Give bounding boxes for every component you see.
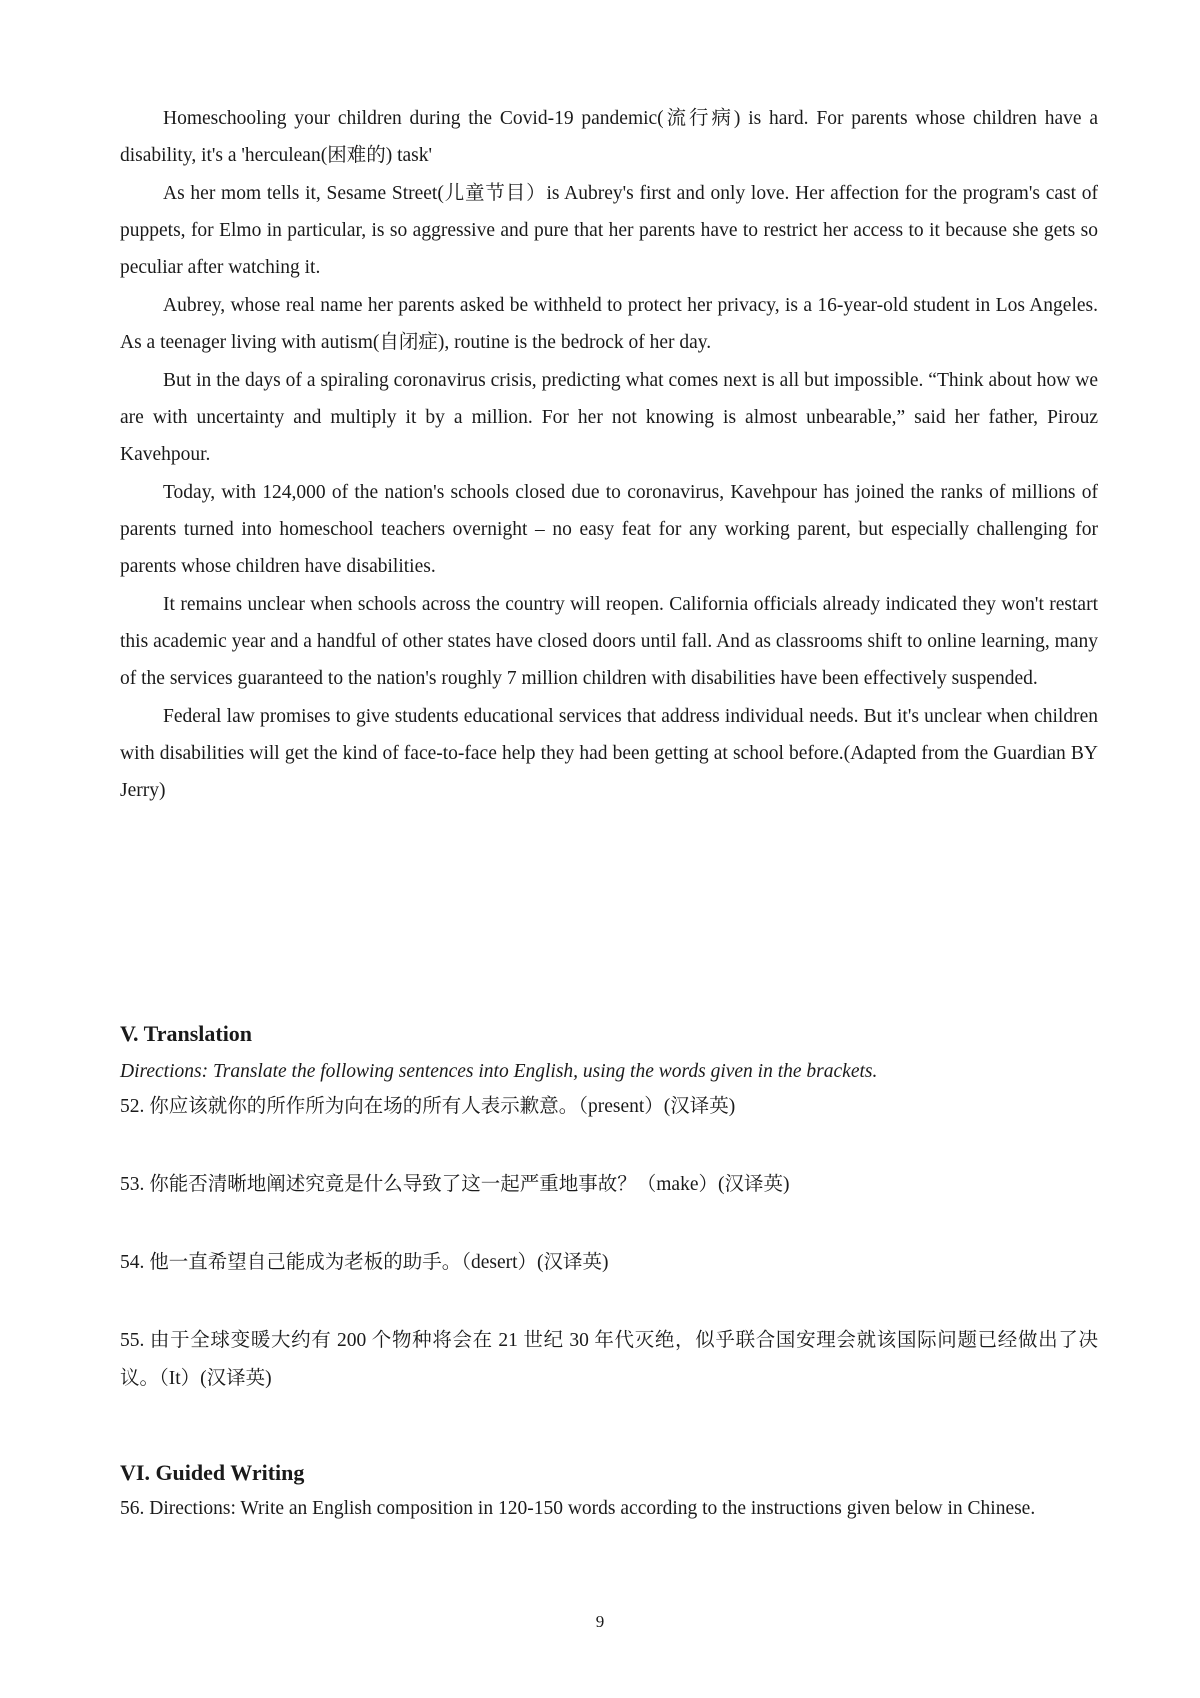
passage-paragraph-7: Federal law promises to give students educational services that address individual needs. But it's unclear when children with disabilities will get the kind of face-to-face help they had been getting at school before.(Adapted from the Guardian BY Jerry) — [120, 706, 1098, 801]
translation-section — [120, 1018, 1098, 1398]
question-55: 55. 由于全球变暖大约有 200 个物种将会在 21 世纪 30 年代灭绝，似乎联合国安理会就该国际问题已经做出了决议。（It）(汉译英) — [120, 1330, 1098, 1389]
passage-paragraph-6: It remains unclear when schools across the country will reopen. California officials already indicated they won't restart this academic year and a handful of other states have closed doors until fall. And as classrooms shift to online learning, many of the services guaranteed to the nation's roughly 7 million children with disabilities have been effectively suspended. — [120, 594, 1098, 689]
reading-passage — [120, 100, 1098, 810]
guided-writing-directions: 56. Directions: Write an English composition in 120-150 words according to the instructions given below in Chinese. — [120, 1498, 1036, 1519]
translation-heading: V. Translation — [120, 1021, 253, 1046]
passage-paragraph-5: Today, with 124,000 of the nation's schools closed due to coronavirus, Kavehpour has joined the ranks of millions of parents turned into homeschool teachers overnight – no easy feat for any working parent, but especially challenging for parents whose children have disabilities. — [120, 482, 1098, 577]
question-54: 54. 他一直希望自己能成为老板的助手。（desert）(汉译英) — [120, 1252, 609, 1273]
guided-writing-section — [120, 1457, 1098, 1525]
question-53: 53. 你能否清晰地阐述究竟是什么导致了这一起严重地事故？（make）(汉译英) — [120, 1174, 790, 1195]
question-52: 52. 你应该就你的所作所为向在场的所有人表示歉意。（present）(汉译英) — [120, 1096, 736, 1117]
translation-directions: Directions: Translate the following sentences into English, using the words given in the brackets. — [120, 1061, 878, 1082]
page-number: 9 — [595, 1612, 605, 1631]
passage-paragraph-4: But in the days of a spiraling coronavirus crisis, predicting what comes next is all but impossible. “Think about how we are with uncertainty and multiply it by a million. For her not knowing is almost unbearable,” said her father, Pirouz Kavehpour. — [120, 370, 1098, 465]
passage-paragraph-3: Aubrey, whose real name her parents asked be withheld to protect her privacy, is a 16-year-old student in Los Angeles. As a teenager living with autism(自闭症), routine is the bedrock of her day. — [120, 295, 1098, 353]
guided-writing-heading: VI. Guided Writing — [120, 1460, 305, 1485]
passage-paragraph-2: As her mom tells it, Sesame Street(儿童节目）is Aubrey's first and only love. Her affection for the program's cast of puppets, for Elmo in particular, is so aggressive and pure that her parents have to restrict her access to it because she gets so peculiar after watching it. — [120, 183, 1098, 278]
passage-paragraph-1: Homeschooling your children during the Covid-19 pandemic(流行病) is hard. For parents whose children have a disability, it's a 'herculean(困难的) task' — [120, 108, 1098, 166]
